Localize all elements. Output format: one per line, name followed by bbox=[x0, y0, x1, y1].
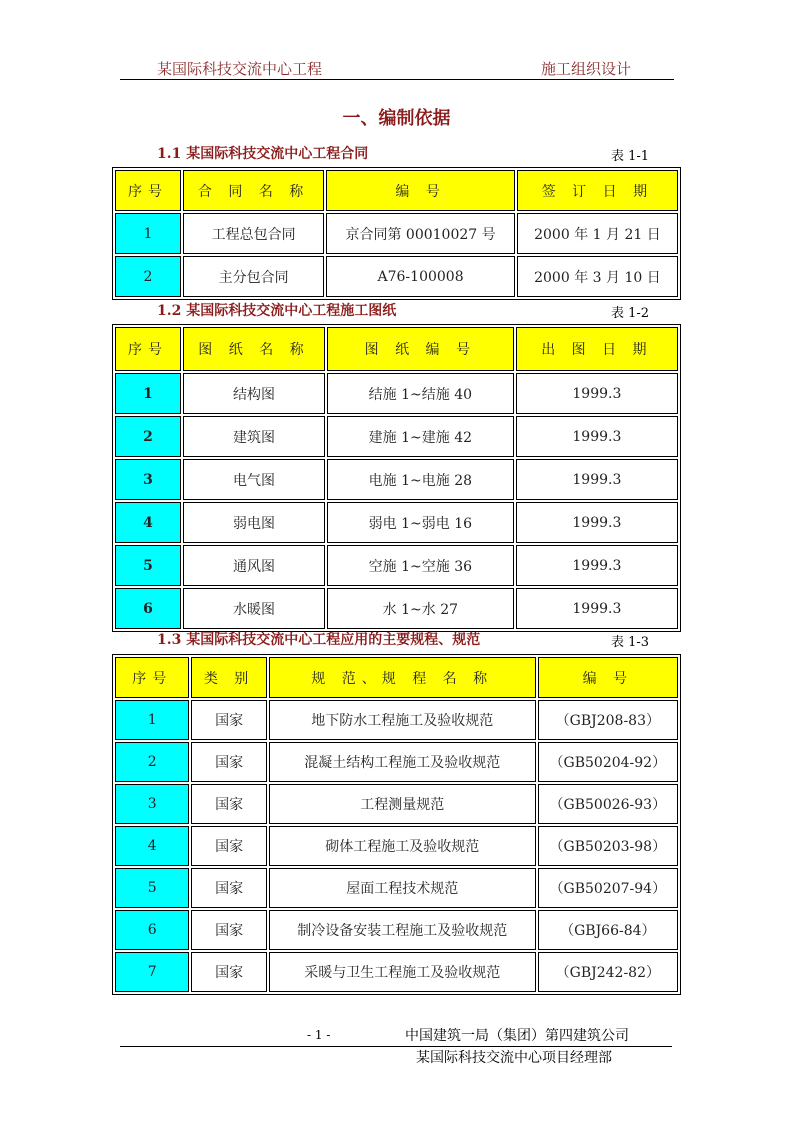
section-heading: 1.1 某国际科技交流中心工程合同 bbox=[157, 146, 369, 162]
header-rule bbox=[120, 79, 674, 80]
table-row bbox=[115, 910, 678, 950]
row-index-cell: 1 bbox=[115, 213, 181, 254]
row-index-cell: 3 bbox=[115, 784, 189, 824]
row-index-cell: 1 bbox=[115, 700, 189, 740]
table-row bbox=[115, 588, 678, 629]
table-cell: 1999.3 bbox=[516, 416, 678, 457]
footer-company: 中国建筑一局（集团）第四建筑公司 bbox=[405, 1028, 629, 1044]
column-header: 编 号 bbox=[326, 170, 515, 211]
page-number: - 1 - bbox=[307, 1028, 331, 1042]
table-cell: 电气图 bbox=[183, 459, 325, 500]
row-index-cell: 5 bbox=[115, 868, 189, 908]
table-cell: 建筑图 bbox=[183, 416, 325, 457]
table-cell: 国家 bbox=[191, 742, 266, 782]
row-index-cell: 2 bbox=[115, 742, 189, 782]
table-cell: （GBJ66-84） bbox=[538, 910, 678, 950]
table-cell: 混凝土结构工程施工及验收规范 bbox=[269, 742, 536, 782]
table-row bbox=[115, 459, 678, 500]
table-cell: （GB50207-94） bbox=[538, 868, 678, 908]
table-cell: （GB50204-92） bbox=[538, 742, 678, 782]
table-cell: 工程测量规范 bbox=[269, 784, 536, 824]
table-cell: 建施 1~建施 42 bbox=[327, 416, 514, 457]
table-number: 表 1-2 bbox=[611, 306, 650, 321]
drawings-table bbox=[112, 324, 681, 632]
table-cell: 水暖图 bbox=[183, 588, 325, 629]
table-cell: 制冷设备安装工程施工及验收规范 bbox=[269, 910, 536, 950]
table-row bbox=[115, 826, 678, 866]
column-header: 序号 bbox=[115, 170, 181, 211]
table-cell: 1999.3 bbox=[516, 459, 678, 500]
table-header-row bbox=[115, 657, 678, 698]
table-row bbox=[115, 416, 678, 457]
row-index-cell: 7 bbox=[115, 952, 189, 992]
table-header-row bbox=[115, 327, 678, 371]
standards-table bbox=[112, 654, 681, 995]
table-cell: （GBJ208-83） bbox=[538, 700, 678, 740]
table-cell: 1999.3 bbox=[516, 545, 678, 586]
table-cell: 京合同第 00010027 号 bbox=[326, 213, 515, 254]
column-header: 图 纸 名 称 bbox=[183, 327, 325, 371]
table-cell: 水 1~水 27 bbox=[327, 588, 514, 629]
table-header-row bbox=[115, 170, 678, 211]
table-cell: 国家 bbox=[191, 868, 266, 908]
table-row bbox=[115, 256, 678, 297]
table-row bbox=[115, 502, 678, 543]
table-cell: 结构图 bbox=[183, 373, 325, 414]
table-row bbox=[115, 545, 678, 586]
table-cell: 空施 1~空施 36 bbox=[327, 545, 514, 586]
column-header: 出 图 日 期 bbox=[516, 327, 678, 371]
table-cell: 屋面工程技术规范 bbox=[269, 868, 536, 908]
table-cell: 2000 年 1 月 21 日 bbox=[517, 213, 678, 254]
column-header: 合 同 名 称 bbox=[183, 170, 324, 211]
column-header: 序号 bbox=[115, 657, 189, 698]
row-index-cell: 4 bbox=[115, 826, 189, 866]
table-cell: 弱电 1~弱电 16 bbox=[327, 502, 514, 543]
table-cell: 国家 bbox=[191, 910, 266, 950]
table-cell: 1999.3 bbox=[516, 373, 678, 414]
table-cell: （GBJ242-82） bbox=[538, 952, 678, 992]
column-header: 编 号 bbox=[538, 657, 678, 698]
table-row bbox=[115, 742, 678, 782]
column-header: 类 别 bbox=[191, 657, 266, 698]
table-row bbox=[115, 952, 678, 992]
table-cell: （GB50026-93） bbox=[538, 784, 678, 824]
page-title: 一、编制依据 bbox=[342, 108, 451, 129]
table-number: 表 1-3 bbox=[611, 635, 650, 650]
table-cell: （GB50203-98） bbox=[538, 826, 678, 866]
table-cell: 国家 bbox=[191, 826, 266, 866]
table-row bbox=[115, 784, 678, 824]
section-heading: 1.3 某国际科技交流中心工程应用的主要规程、规范 bbox=[157, 632, 481, 648]
row-index-cell: 2 bbox=[115, 416, 181, 457]
table-row bbox=[115, 868, 678, 908]
table-row bbox=[115, 373, 678, 414]
header-project: 某国际科技交流中心工程 bbox=[157, 60, 323, 78]
column-header: 签 订 日 期 bbox=[517, 170, 678, 211]
column-header: 图 纸 编 号 bbox=[327, 327, 514, 371]
row-index-cell: 1 bbox=[115, 373, 181, 414]
contracts-table bbox=[112, 167, 681, 300]
row-index-cell: 6 bbox=[115, 588, 181, 629]
table-cell: 主分包合同 bbox=[183, 256, 324, 297]
table-cell: 弱电图 bbox=[183, 502, 325, 543]
table-cell: 国家 bbox=[191, 784, 266, 824]
table-cell: 2000 年 3 月 10 日 bbox=[517, 256, 678, 297]
table-cell: 地下防水工程施工及验收规范 bbox=[269, 700, 536, 740]
table-number: 表 1-1 bbox=[611, 149, 650, 164]
table-row bbox=[115, 213, 678, 254]
row-index-cell: 3 bbox=[115, 459, 181, 500]
table-cell: 1999.3 bbox=[516, 502, 678, 543]
table-cell: 1999.3 bbox=[516, 588, 678, 629]
table-cell: 工程总包合同 bbox=[183, 213, 324, 254]
table-cell: 采暖与卫生工程施工及验收规范 bbox=[269, 952, 536, 992]
row-index-cell: 4 bbox=[115, 502, 181, 543]
table-cell: 电施 1~电施 28 bbox=[327, 459, 514, 500]
table-cell: 国家 bbox=[191, 700, 266, 740]
column-header: 序号 bbox=[115, 327, 181, 371]
table-cell: 国家 bbox=[191, 952, 266, 992]
row-index-cell: 2 bbox=[115, 256, 181, 297]
row-index-cell: 6 bbox=[115, 910, 189, 950]
footer-dept: 某国际科技交流中心项目经理部 bbox=[416, 1050, 612, 1066]
table-cell: A76-100008 bbox=[326, 256, 515, 297]
header-doc-type: 施工组织设计 bbox=[541, 60, 632, 78]
table-row bbox=[115, 700, 678, 740]
table-cell: 砌体工程施工及验收规范 bbox=[269, 826, 536, 866]
table-cell: 通风图 bbox=[183, 545, 325, 586]
row-index-cell: 5 bbox=[115, 545, 181, 586]
column-header: 规 范、规 程 名 称 bbox=[269, 657, 536, 698]
table-cell: 结施 1~结施 40 bbox=[327, 373, 514, 414]
section-heading: 1.2 某国际科技交流中心工程施工图纸 bbox=[157, 303, 397, 319]
